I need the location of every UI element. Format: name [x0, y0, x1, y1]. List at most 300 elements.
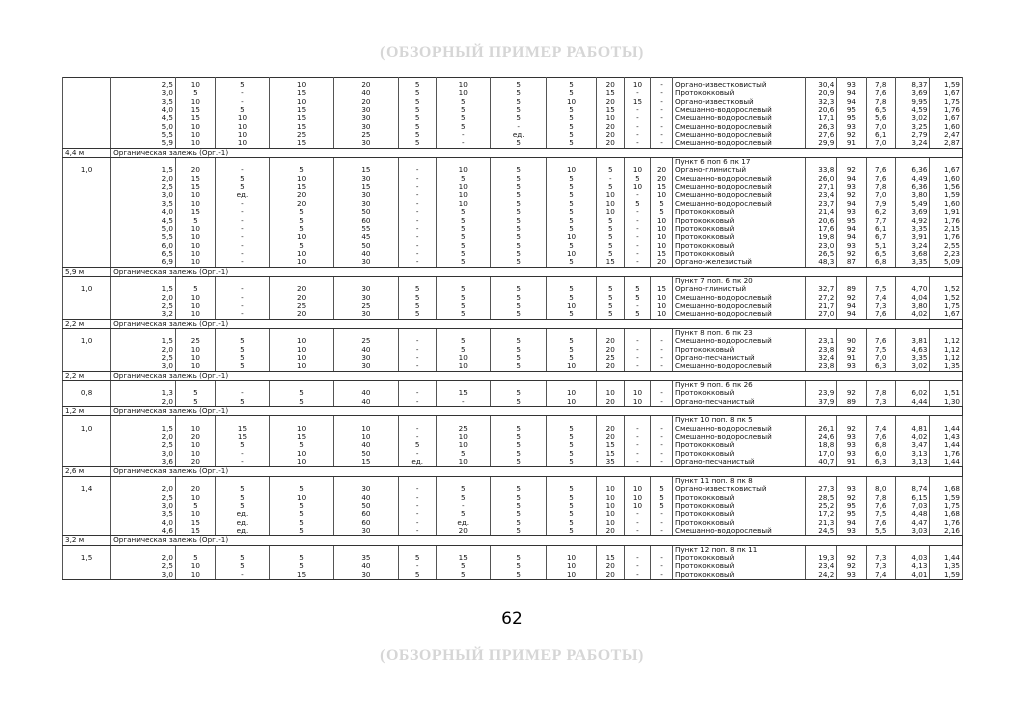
table-cell: 1,59 [930, 191, 963, 199]
table-cell: 3,35 [895, 354, 930, 362]
table-cell: 1,51 [930, 389, 963, 397]
table-cell: Органо-железистый [673, 258, 806, 267]
table-cell: 17,2 [805, 510, 836, 518]
table-cell: 5 [436, 106, 490, 114]
table-cell: - [651, 81, 673, 89]
table-cell: 1,91 [930, 208, 963, 216]
table-cell: 15 [596, 450, 624, 458]
table-cell: 30 [334, 175, 399, 183]
table-cell: 7,6 [866, 519, 895, 527]
table-cell: 30 [334, 123, 399, 131]
table-cell: - [651, 98, 673, 106]
table-cell: 3,25 [895, 123, 930, 131]
table-cell: 5 [490, 242, 547, 250]
table-cell: 3,24 [895, 242, 930, 250]
table-cell: 5 [215, 485, 269, 493]
table-cell: 5 [624, 285, 650, 293]
table-cell: 5 [398, 123, 436, 131]
table-cell: 87 [837, 258, 866, 267]
table-cell: 5 [596, 310, 624, 319]
table-cell: 5 [547, 123, 596, 131]
table-cell: 91 [837, 354, 866, 362]
table-cell: 10 [624, 502, 650, 510]
table-cell: - [215, 166, 269, 174]
table-cell: Смешанно-водорослевый [673, 294, 806, 302]
table-cell: 7,8 [866, 183, 895, 191]
table-cell: 20 [651, 258, 673, 267]
table-cell: Органо-песчанистый [673, 354, 806, 362]
table-row [63, 89, 963, 97]
table-cell: 10 [270, 458, 334, 467]
table-cell: 10 [176, 123, 216, 131]
table-cell: - [398, 527, 436, 536]
table-cell: Органо-глинистый [673, 166, 806, 174]
table-cell: 6,2 [866, 208, 895, 216]
table-cell: 3,13 [895, 458, 930, 467]
table-cell: 3,0 [111, 502, 176, 510]
table-cell: 20 [270, 200, 334, 208]
table-cell: 5 [436, 123, 490, 131]
table-row [63, 250, 963, 258]
table-cell: 15 [651, 285, 673, 293]
table-cell: ед. [436, 519, 490, 527]
table-cell: 10 [624, 398, 650, 407]
table-cell: 20 [596, 527, 624, 536]
table-cell: 20 [270, 191, 334, 199]
table-cell: 5 [436, 485, 490, 493]
table-cell: 5 [490, 389, 547, 397]
table-row [63, 233, 963, 241]
table-cell: 4,47 [895, 519, 930, 527]
table-cell: 93 [837, 362, 866, 371]
table-cell: - [624, 562, 650, 570]
layer-separator-row [63, 267, 963, 276]
table-cell: 5 [270, 242, 334, 250]
table-cell: 20 [596, 362, 624, 371]
table-cell: 6,8 [866, 441, 895, 449]
table-cell: - [651, 354, 673, 362]
table-cell: Смешанно-водорослевый [673, 310, 806, 319]
table-cell: Протококковый [673, 494, 806, 502]
table-cell: 20 [270, 310, 334, 319]
table-cell: 5 [215, 183, 269, 191]
table-cell: Протококковый [673, 217, 806, 225]
table-cell: Смешанно-водорослевый [673, 200, 806, 208]
table-cell: 94 [837, 89, 866, 97]
table-cell: - [624, 519, 650, 527]
table-cell: 2,5 [111, 562, 176, 570]
layer-separator-row [63, 467, 963, 476]
table-cell: 30 [334, 114, 399, 122]
table-cell: 1,44 [930, 425, 963, 433]
table-cell: 2,0 [111, 554, 176, 562]
table-cell: - [651, 89, 673, 97]
table-cell: 7,4 [866, 571, 895, 580]
table-cell: 33,8 [805, 166, 836, 174]
table-cell: 5 [490, 200, 547, 208]
table-cell: - [624, 217, 650, 225]
table-cell: 5 [436, 294, 490, 302]
table-cell: 7,6 [866, 166, 895, 174]
table-cell: 1,30 [930, 398, 963, 407]
table-cell: Протококковый [673, 510, 806, 518]
table-cell: 92 [837, 191, 866, 199]
table-cell: 23,4 [805, 562, 836, 570]
table-cell: 10 [270, 81, 334, 89]
table-cell: 1,60 [930, 123, 963, 131]
table-cell: 5 [215, 106, 269, 114]
table-cell: 5 [398, 285, 436, 293]
table-cell: 5 [176, 389, 216, 397]
table-cell: 5 [651, 494, 673, 502]
table-cell: 5 [547, 208, 596, 216]
table-cell: 20 [596, 123, 624, 131]
table-cell: - [398, 166, 436, 174]
table-cell: 5 [490, 441, 547, 449]
table-cell: 5 [547, 139, 596, 148]
table-cell: 5 [270, 398, 334, 407]
table-cell: - [398, 250, 436, 258]
table-cell: - [651, 571, 673, 580]
table-cell: - [215, 571, 269, 580]
table-cell: 1,3 [111, 389, 176, 397]
table-cell: 10 [270, 450, 334, 458]
table-cell: 3,0 [111, 450, 176, 458]
table-cell: - [398, 485, 436, 493]
table-cell: 3,81 [895, 337, 930, 345]
table-cell: 7,8 [866, 494, 895, 502]
table-cell: 93 [837, 571, 866, 580]
table-cell: 2,0 [111, 175, 176, 183]
table-cell: - [215, 89, 269, 97]
table-row [63, 285, 963, 293]
table-cell: 5 [490, 302, 547, 310]
table-cell: 7,03 [895, 502, 930, 510]
table-cell: 5 [596, 302, 624, 310]
table-cell: 5 [490, 310, 547, 319]
table-cell: - [624, 571, 650, 580]
table-cell: 5 [490, 450, 547, 458]
table-row [63, 106, 963, 114]
table-cell: 10 [596, 519, 624, 527]
table-cell: 20 [596, 433, 624, 441]
table-cell: Протококковый [673, 519, 806, 527]
table-cell: 7,0 [866, 191, 895, 199]
table-cell: 5 [651, 208, 673, 216]
table-cell: 5 [398, 310, 436, 319]
table-cell: 1,59 [930, 81, 963, 89]
table-cell: 5 [436, 310, 490, 319]
table-cell: - [398, 398, 436, 407]
table-row [63, 485, 963, 493]
table-cell: 7,5 [866, 285, 895, 293]
table-cell: 10 [176, 425, 216, 433]
table-cell: 2,5 [111, 81, 176, 89]
table-cell: 1,5 [111, 166, 176, 174]
table-cell: ед. [215, 527, 269, 536]
table-cell: Смешанно-водорослевый [673, 527, 806, 536]
table-cell: 5 [215, 554, 269, 562]
table-cell: 5 [547, 354, 596, 362]
table-cell: 5 [547, 519, 596, 527]
table-cell: 93 [837, 433, 866, 441]
table-cell: 92 [837, 166, 866, 174]
table-cell: 5 [490, 354, 547, 362]
table-cell: 7,6 [866, 433, 895, 441]
table-cell: 20 [596, 571, 624, 580]
table-cell: 92 [837, 389, 866, 397]
table-cell: 94 [837, 519, 866, 527]
table-cell: 10 [176, 354, 216, 362]
table-row [63, 425, 963, 433]
table-cell: 5 [624, 200, 650, 208]
point-label: Пункт 9 поп. 6 пк 26 [673, 381, 806, 390]
table-cell: 25 [334, 131, 399, 139]
table-cell: 7,6 [866, 337, 895, 345]
table-cell: 5 [176, 217, 216, 225]
table-cell: 4,02 [895, 310, 930, 319]
table-cell: 7,6 [866, 502, 895, 510]
table-cell: 10 [270, 425, 334, 433]
table-cell: 8,0 [866, 485, 895, 493]
table-cell: 4,02 [895, 433, 930, 441]
table-cell: 27,1 [805, 183, 836, 191]
table-cell: 1,60 [930, 200, 963, 208]
table-cell: - [651, 458, 673, 467]
table-cell: 5 [490, 337, 547, 345]
table-cell: 25 [176, 337, 216, 345]
table-cell: - [651, 398, 673, 407]
table-cell: 6,36 [895, 166, 930, 174]
table-cell: 10 [270, 258, 334, 267]
table-cell: 5,5 [111, 233, 176, 241]
table-cell: 10 [176, 131, 216, 139]
layer-separator-row [63, 371, 963, 380]
table-cell: 5 [215, 354, 269, 362]
table-cell: ед. [215, 519, 269, 527]
table-cell: 90 [837, 337, 866, 345]
table-cell: 10 [651, 233, 673, 241]
table-cell: 5 [547, 494, 596, 502]
table-cell: 20 [596, 139, 624, 148]
table-cell: 10 [436, 433, 490, 441]
table-cell: 2,5 [111, 302, 176, 310]
table-cell: - [215, 258, 269, 267]
table-cell: 25 [270, 131, 334, 139]
table-cell: 40 [334, 562, 399, 570]
table-cell: 5 [547, 433, 596, 441]
table-cell: 10 [270, 346, 334, 354]
table-cell: 5 [547, 337, 596, 345]
table-cell: - [398, 183, 436, 191]
table-cell: 10 [547, 554, 596, 562]
table-cell: 1,12 [930, 346, 963, 354]
table-cell: 21,4 [805, 208, 836, 216]
table-cell: 26,3 [805, 123, 836, 131]
table-cell: - [651, 106, 673, 114]
table-cell: 5 [270, 519, 334, 527]
table-cell: - [215, 225, 269, 233]
table-cell: 5 [215, 562, 269, 570]
table-cell: 4,49 [895, 175, 930, 183]
table-cell: 4,48 [895, 510, 930, 518]
point-header-row [63, 381, 963, 390]
table-cell: 3,0 [111, 362, 176, 371]
table-cell: 25 [270, 302, 334, 310]
table-cell: 5 [436, 346, 490, 354]
point-label: Пункт 12 поп. 8 пк 11 [673, 545, 806, 554]
table-cell: 1,44 [930, 458, 963, 467]
table-cell: 3,5 [111, 510, 176, 518]
table-cell: 3,02 [895, 362, 930, 371]
table-cell: 8,37 [895, 81, 930, 89]
table-cell: - [398, 337, 436, 345]
table-cell: 10 [651, 217, 673, 225]
table-cell: 10 [436, 200, 490, 208]
table-cell: Смешанно-водорослевый [673, 114, 806, 122]
table-cell: 10 [176, 233, 216, 241]
table-row [63, 183, 963, 191]
table-cell: - [398, 362, 436, 371]
table-cell: 10 [215, 139, 269, 148]
table-cell: 5,09 [930, 258, 963, 267]
table-cell: 7,0 [866, 139, 895, 148]
table-cell: 92 [837, 250, 866, 258]
table-cell: 7,0 [866, 354, 895, 362]
table-cell: 15 [176, 114, 216, 122]
table-cell: - [398, 562, 436, 570]
table-cell: 15 [436, 554, 490, 562]
table-cell: 5 [596, 294, 624, 302]
table-cell: 5 [624, 310, 650, 319]
table-cell: - [398, 519, 436, 527]
table-cell: 4,13 [895, 562, 930, 570]
table-cell: 5 [547, 191, 596, 199]
table-cell: 7,5 [866, 346, 895, 354]
table-cell: 30 [334, 200, 399, 208]
table-cell: - [651, 433, 673, 441]
table-cell: 10 [176, 302, 216, 310]
table-cell: 30 [334, 285, 399, 293]
table-cell: 10 [596, 191, 624, 199]
table-cell: 94 [837, 310, 866, 319]
table-cell: 93 [837, 527, 866, 536]
table-cell: 6,3 [866, 458, 895, 467]
table-cell: 1,75 [930, 502, 963, 510]
table-cell: 37,9 [805, 398, 836, 407]
table-row [63, 310, 963, 319]
interval-depth: 1,0 [63, 337, 111, 345]
table-cell: 3,35 [895, 258, 930, 267]
table-cell: 5 [651, 200, 673, 208]
table-cell: 5 [270, 502, 334, 510]
table-cell: 5 [490, 425, 547, 433]
table-cell: - [651, 346, 673, 354]
table-cell: 20 [596, 81, 624, 89]
table-cell: Органо-глинистый [673, 285, 806, 293]
table-cell: 5 [547, 485, 596, 493]
table-cell: 5 [490, 433, 547, 441]
table-cell: - [651, 425, 673, 433]
table-cell: 10 [270, 354, 334, 362]
layer-depth: 2,2 м [63, 319, 111, 328]
table-cell: 10 [651, 302, 673, 310]
table-cell: 18,8 [805, 441, 836, 449]
table-cell: 8,74 [895, 485, 930, 493]
table-cell: 5 [436, 242, 490, 250]
table-cell: - [624, 510, 650, 518]
table-cell: - [624, 337, 650, 345]
table-row [63, 225, 963, 233]
layer-separator-row [63, 536, 963, 545]
table-cell: 32,4 [805, 354, 836, 362]
layer-depth: 5,9 м [63, 267, 111, 276]
table-cell: 23,7 [805, 200, 836, 208]
table-cell: 60 [334, 510, 399, 518]
table-cell: 10 [436, 81, 490, 89]
table-cell: 2,79 [895, 131, 930, 139]
table-cell: 6,3 [866, 362, 895, 371]
table-cell: 5 [490, 191, 547, 199]
table-cell: 94 [837, 233, 866, 241]
table-cell: 60 [334, 217, 399, 225]
table-cell: 5 [398, 106, 436, 114]
watermark-bottom: (ОБЗОРНЫЙ ПРИМЕР РАБОТЫ) [380, 647, 644, 664]
table-cell: 5 [270, 441, 334, 449]
interval-depth: 1,0 [63, 425, 111, 433]
table-cell: 7,0 [866, 123, 895, 131]
table-cell: - [624, 114, 650, 122]
table-cell: 91 [837, 458, 866, 467]
table-cell: 10 [547, 233, 596, 241]
table-cell: 7,8 [866, 98, 895, 106]
table-cell: 5 [490, 285, 547, 293]
table-cell: - [490, 123, 547, 131]
table-cell: 5 [490, 139, 547, 148]
point-header-row [63, 158, 963, 167]
table-cell: 40 [334, 494, 399, 502]
table-cell: 1,5 [111, 337, 176, 345]
table-cell: 1,67 [930, 114, 963, 122]
table-cell: 4,63 [895, 346, 930, 354]
table-cell: 19,8 [805, 233, 836, 241]
table-cell: 5,0 [111, 225, 176, 233]
table-cell: 7,4 [866, 294, 895, 302]
table-cell: 5 [596, 183, 624, 191]
table-cell: 5 [547, 106, 596, 114]
table-cell: - [624, 250, 650, 258]
table-cell: 10 [596, 485, 624, 493]
table-cell: 15 [176, 175, 216, 183]
table-cell: 3,02 [895, 114, 930, 122]
table-cell: 5 [651, 502, 673, 510]
table-cell: ед. [398, 458, 436, 467]
table-cell: 25 [334, 302, 399, 310]
table-cell: 5 [547, 425, 596, 433]
table-row [63, 123, 963, 131]
table-cell: - [624, 458, 650, 467]
table-cell: 15 [270, 123, 334, 131]
table-cell: 93 [837, 441, 866, 449]
table-row [63, 131, 963, 139]
table-cell: 23,9 [805, 389, 836, 397]
table-cell: 5 [624, 294, 650, 302]
table-cell: 5 [436, 175, 490, 183]
table-cell: 10 [270, 362, 334, 371]
table-cell: 10 [596, 510, 624, 518]
table-cell: 5,5 [866, 527, 895, 536]
table-cell: 5 [490, 562, 547, 570]
